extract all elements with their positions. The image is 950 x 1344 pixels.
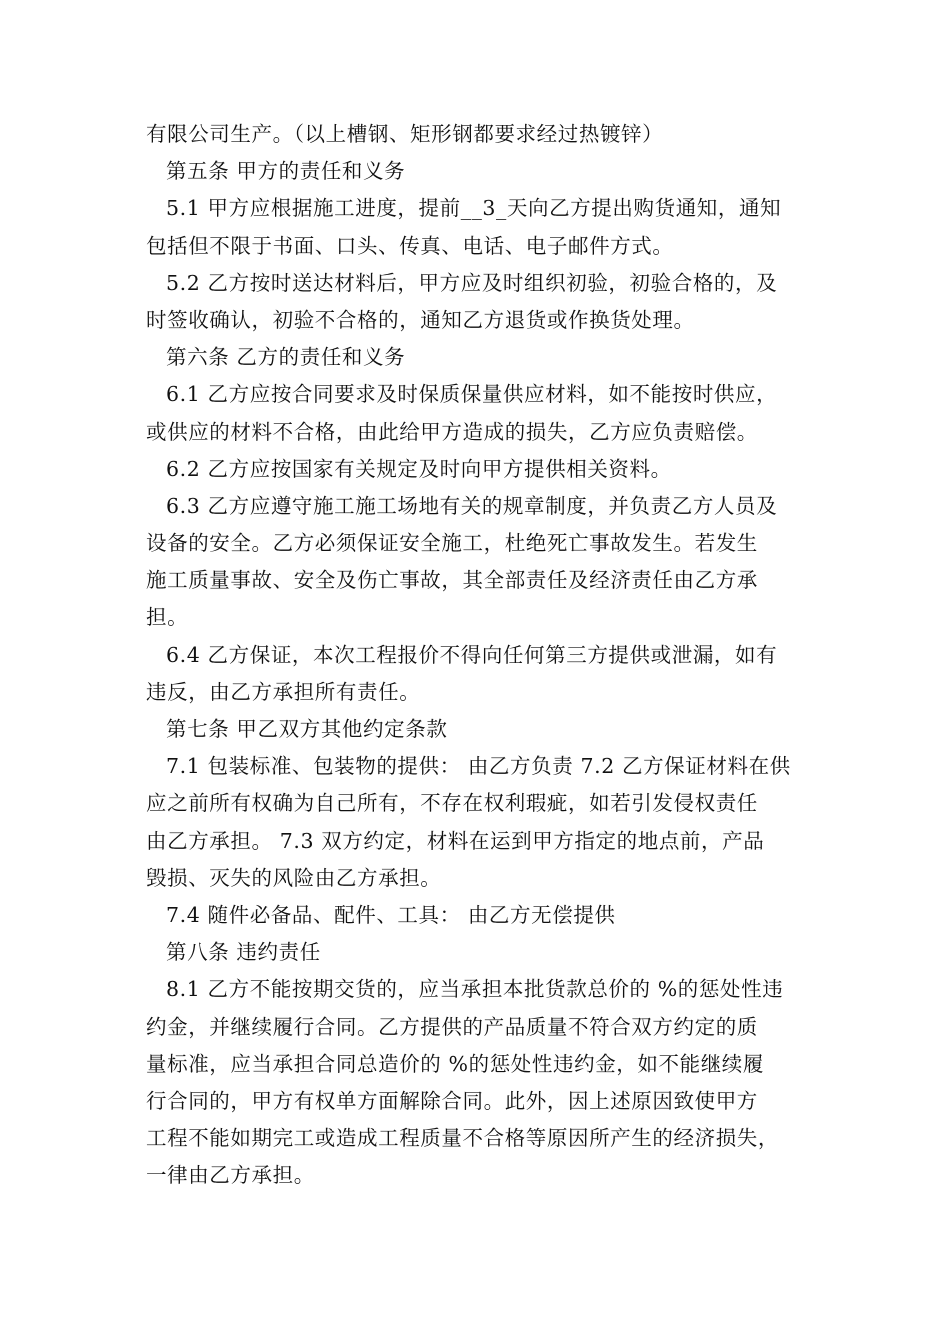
clause-6-2: 6.2 乙方应按国家有关规定及时向甲方提供相关资料。 bbox=[166, 456, 672, 481]
clause-6-3: 6.3 乙方应遵守施工施工场地有关的规章制度，并负责乙方人员及 bbox=[166, 493, 778, 518]
section-heading-8: 第八条 违约责任 bbox=[166, 940, 321, 965]
clause-6-1: 6.1 乙方应按合同要求及时保质保量供应材料，如不能按时供应， bbox=[166, 382, 778, 407]
text-line: 违反，由乙方承担所有责任。 bbox=[146, 679, 421, 704]
text-line: 约金，并继续履行合同。乙方提供的产品质量不符合双方约定的质 bbox=[146, 1014, 758, 1039]
text-line: 工程不能如期完工或造成工程质量不合格等原因所产生的经济损失， bbox=[146, 1126, 779, 1151]
text-line: 有限公司生产。（以上槽钢、矩形钢都要求经过热镀锌） bbox=[146, 122, 664, 146]
clause-6-4: 6.4 乙方保证，本次工程报价不得向任何第三方提供或泄漏，如有 bbox=[166, 642, 778, 667]
clause-5-2: 5.2 乙方按时送达材料后，甲方应及时组织初验，初验合格的，及 bbox=[166, 270, 778, 295]
text-line: 应之前所有权确为自己所有，不存在权利瑕疵，如若引发侵权责任 bbox=[146, 791, 758, 816]
text-line: 或供应的材料不合格，由此给甲方造成的损失，乙方应负责赔偿。 bbox=[146, 419, 758, 444]
document-page bbox=[146, 116, 818, 1194]
text-line: 时签收确认，初验不合格的，通知乙方退货或作换货处理。 bbox=[146, 307, 695, 332]
text-line: 毁损、灭失的风险由乙方承担。 bbox=[146, 865, 442, 890]
section-heading-5: 第五条 甲方的责任和义务 bbox=[166, 159, 406, 184]
text-line: 由乙方承担。 7.3 双方约定，材料在运到甲方指定的地点前，产品 bbox=[146, 828, 765, 853]
section-heading-6: 第六条 乙方的责任和义务 bbox=[166, 345, 406, 370]
clause-7-1: 7.1 包装标准、包装物的提供： 由乙方负责 7.2 乙方保证材料在供 bbox=[166, 754, 791, 779]
clause-7-4: 7.4 随件必备品、配件、工具： 由乙方无偿提供 bbox=[166, 902, 616, 927]
text-line: 行合同的，甲方有权单方面解除合同。此外，因上述原因致使甲方 bbox=[146, 1088, 758, 1113]
text-line: 一律由乙方承担。 bbox=[146, 1163, 315, 1188]
clause-5-1: 5.1 甲方应根据施工进度，提前__3_天向乙方提出购货通知，通知 bbox=[166, 196, 782, 221]
text-line: 施工质量事故、安全及伤亡事故，其全部责任及经济责任由乙方承 bbox=[146, 568, 758, 593]
text-line: 担。 bbox=[146, 605, 189, 630]
text-line: 量标准，应当承担合同总造价的 %的惩处性违约金，如不能继续履 bbox=[146, 1051, 764, 1076]
text-line: 包括但不限于书面、口头、传真、电话、电子邮件方式。 bbox=[146, 233, 674, 258]
section-heading-7: 第七条 甲乙双方其他约定条款 bbox=[166, 717, 448, 741]
text-line: 设备的安全。乙方必须保证安全施工，杜绝死亡事故发生。若发生 bbox=[146, 531, 758, 556]
clause-8-1: 8.1 乙方不能按期交货的，应当承担本批货款总价的 %的惩处性违 bbox=[166, 977, 784, 1002]
